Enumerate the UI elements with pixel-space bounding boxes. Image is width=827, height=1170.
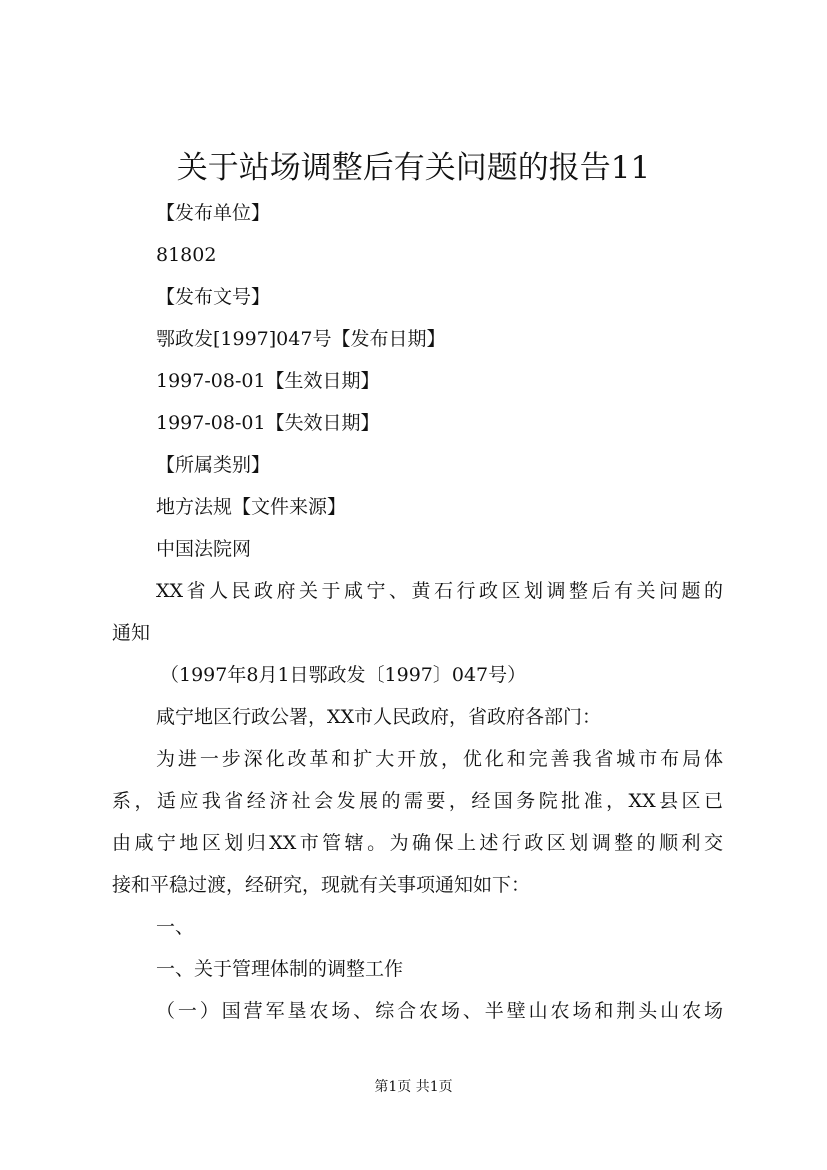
section-heading: 一、关于管理体制的调整工作 bbox=[156, 958, 404, 980]
subsection-line-1: （一）国营军垦农场、综合农场、半壁山农场和荆头山农场 bbox=[156, 1000, 723, 1022]
issue-date-value: 1997-08-01【生效日期】 bbox=[156, 370, 380, 392]
category-value: 地方法规【文件来源】 bbox=[156, 496, 347, 518]
section-number: 一、 bbox=[156, 916, 195, 938]
document-title: 关于站场调整后有关问题的报告11 bbox=[176, 150, 651, 186]
label-category: 【所属类别】 bbox=[156, 454, 271, 476]
body-paragraph-line-1: 为进一步深化改革和扩大开放，优化和完善我省城市布局体 bbox=[156, 748, 723, 770]
issuer-value: 81802 bbox=[156, 244, 217, 266]
source-value: 中国法院网 bbox=[156, 538, 252, 560]
doc-number-value: 鄂政发[1997]047号【发布日期】 bbox=[156, 328, 446, 350]
effective-date-value: 1997-08-01【失效日期】 bbox=[156, 412, 380, 434]
notice-title-line-1: XX省人民政府关于咸宁、黄石行政区划调整后有关问题的 bbox=[156, 580, 723, 602]
body-paragraph-line-4: 接和平稳过渡，经研究，现就有关事项通知如下： bbox=[112, 874, 531, 896]
page-footer: 第1页 共1页 bbox=[374, 1079, 453, 1095]
notice-recipients: 咸宁地区行政公署，XX市人民政府，省政府各部门： bbox=[156, 706, 602, 728]
label-doc-number: 【发布文号】 bbox=[156, 286, 271, 308]
body-paragraph-line-3: 由咸宁地区划归XX市管辖。为确保上述行政区划调整的顺利交 bbox=[112, 832, 723, 854]
notice-date-number: （1997年8月1日鄂政发〔1997〕047号） bbox=[160, 664, 527, 686]
label-issuer: 【发布单位】 bbox=[156, 202, 271, 224]
body-paragraph-line-2: 系，适应我省经济社会发展的需要，经国务院批准，XX县区已 bbox=[112, 790, 723, 812]
notice-title-line-2: 通知 bbox=[112, 622, 151, 644]
